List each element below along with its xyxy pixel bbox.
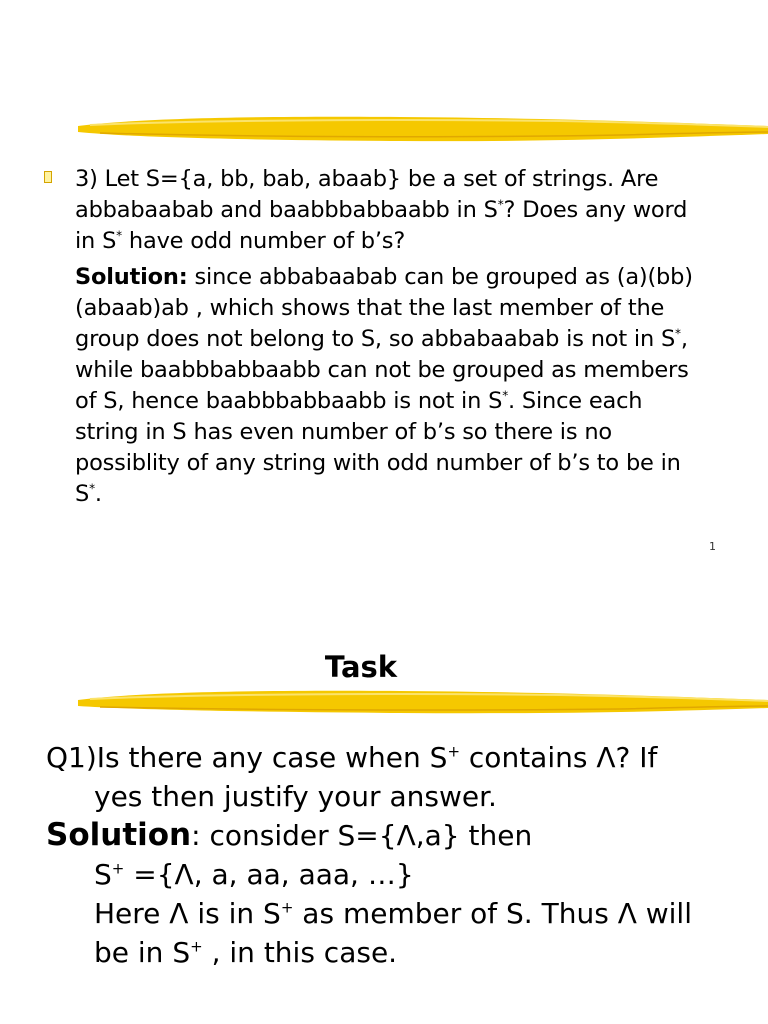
solution-line: (abaab)ab , which shows that the last member of the	[75, 295, 665, 321]
solution-line: while baabbbabbaabb can not be grouped as members	[75, 357, 689, 383]
solution-line: Solution: since abbabaabab can be grouped as (a)(bb)	[75, 264, 693, 290]
bullet-icon	[44, 171, 52, 183]
solution-line: possiblity of any string with odd number of b’s to be in	[75, 450, 681, 476]
solution-line: Here Λ is in S+ as member of S. Thus Λ will	[94, 897, 692, 930]
question-line: in S* have odd number of b’s?	[75, 228, 406, 254]
solution-line: S*.	[75, 481, 102, 507]
slide-2	[0, 580, 768, 1024]
solution-line: be in S+ , in this case.	[94, 936, 398, 969]
decorative-brush-stroke	[0, 680, 768, 720]
question-line: abbabaabab and baabbbabbaabb in S*? Does any word	[75, 197, 688, 223]
solution-line: S+ ={Λ, a, aa, aaa, …}	[94, 858, 414, 891]
question-line: 3) Let S={a, bb, bab, abaab} be a set of strings. Are	[75, 166, 659, 192]
solution-line: of S, hence baabbbabbaabb is not in S*. Since each	[75, 388, 643, 414]
solution-label: Solution:	[75, 264, 188, 290]
solution-line: string in S has even number of b’s so there is no	[75, 419, 612, 445]
question-line: yes then justify your answer.	[94, 780, 497, 813]
solution-label: Solution	[46, 817, 192, 853]
task-question	[46, 738, 746, 972]
solution-line: group does not belong to S, so abbabaabab is not in S*,	[75, 326, 688, 352]
solution-line: Solution: consider S={Λ,a} then	[46, 817, 533, 853]
decorative-brush-stroke	[0, 108, 768, 148]
slide-title: Task	[324, 650, 398, 684]
question-line: Q1)Is there any case when S+ contains Λ? If	[46, 741, 658, 774]
page-number: 1	[709, 540, 716, 553]
question-text	[75, 164, 755, 257]
solution-text	[75, 262, 755, 510]
